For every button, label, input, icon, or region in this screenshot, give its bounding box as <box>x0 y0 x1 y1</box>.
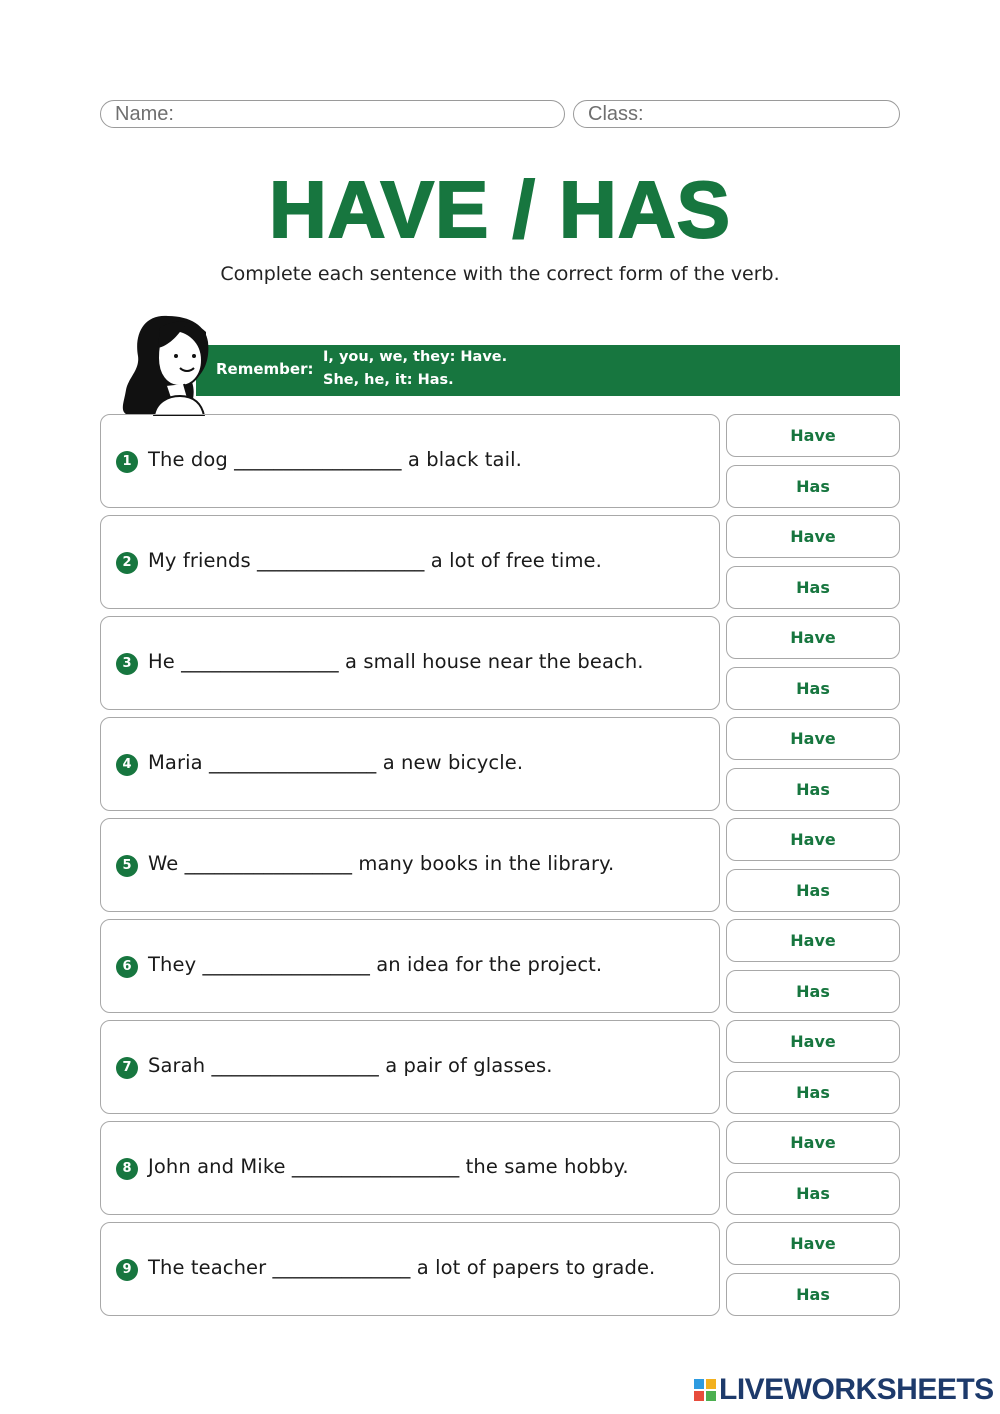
question-card <box>100 818 720 912</box>
option-has-button[interactable]: Has <box>726 869 900 912</box>
question-number: 9 <box>116 1259 138 1281</box>
option-have-button[interactable]: Have <box>726 919 900 962</box>
question-text: John and Mike _________________ the same hobby. <box>148 1155 629 1178</box>
question-text: We _________________ many books in the library. <box>148 852 615 875</box>
question-number: 7 <box>116 1057 138 1079</box>
option-have-button[interactable]: Have <box>726 616 900 659</box>
option-have-button[interactable]: Have <box>726 1020 900 1063</box>
option-has-button[interactable]: Has <box>726 1172 900 1215</box>
question-card <box>100 515 720 609</box>
class-field[interactable] <box>573 100 900 128</box>
option-has-button[interactable]: Has <box>726 970 900 1013</box>
brand-text: LIVEWORKSHEETS <box>719 1373 994 1406</box>
rule-plural: I, you, we, they: Have. <box>323 349 508 365</box>
question-card <box>100 1222 720 1316</box>
option-have-button[interactable]: Have <box>726 818 900 861</box>
question-number: 4 <box>116 754 138 776</box>
option-has-button[interactable]: Has <box>726 566 900 609</box>
girl-illustration-icon <box>118 312 216 416</box>
question-card <box>100 1121 720 1215</box>
question-card <box>100 1020 720 1114</box>
question-number: 1 <box>116 451 138 473</box>
question-number: 5 <box>116 855 138 877</box>
question-text: The teacher ______________ a lot of papers to grade. <box>148 1256 656 1279</box>
question-number: 3 <box>116 653 138 675</box>
question-text: Maria _________________ a new bicycle. <box>148 751 524 774</box>
question-number: 2 <box>116 552 138 574</box>
option-have-button[interactable]: Have <box>726 1121 900 1164</box>
question-number: 8 <box>116 1158 138 1180</box>
question-text: He ________________ a small house near the beach. <box>148 650 644 673</box>
question-card <box>100 616 720 710</box>
option-has-button[interactable]: Has <box>726 465 900 508</box>
question-text: My friends _________________ a lot of free time. <box>148 549 602 572</box>
class-label: Class: <box>588 103 644 125</box>
option-has-button[interactable]: Has <box>726 667 900 710</box>
liveworksheets-logo[interactable] <box>694 1374 994 1406</box>
option-have-button[interactable]: Have <box>726 717 900 760</box>
instructions: Complete each sentence with the correct form of the verb. <box>220 263 780 285</box>
option-has-button[interactable]: Has <box>726 1071 900 1114</box>
name-field[interactable] <box>100 100 565 128</box>
question-text: They _________________ an idea for the project. <box>148 953 603 976</box>
page-title: HAVE / HAS <box>269 165 731 254</box>
liveworksheets-logo-icon <box>694 1379 716 1401</box>
question-card <box>100 414 720 508</box>
rule-singular: She, he, it: Has. <box>323 372 454 388</box>
name-label: Name: <box>115 103 174 125</box>
question-text: The dog _________________ a black tail. <box>148 448 522 471</box>
option-has-button[interactable]: Has <box>726 1273 900 1316</box>
question-card <box>100 717 720 811</box>
question-text: Sarah _________________ a pair of glasses. <box>148 1054 553 1077</box>
option-have-button[interactable]: Have <box>726 515 900 558</box>
remember-label: Remember: <box>216 360 314 378</box>
option-has-button[interactable]: Has <box>726 768 900 811</box>
option-have-button[interactable]: Have <box>726 414 900 457</box>
question-number: 6 <box>116 956 138 978</box>
option-have-button[interactable]: Have <box>726 1222 900 1265</box>
question-card <box>100 919 720 1013</box>
